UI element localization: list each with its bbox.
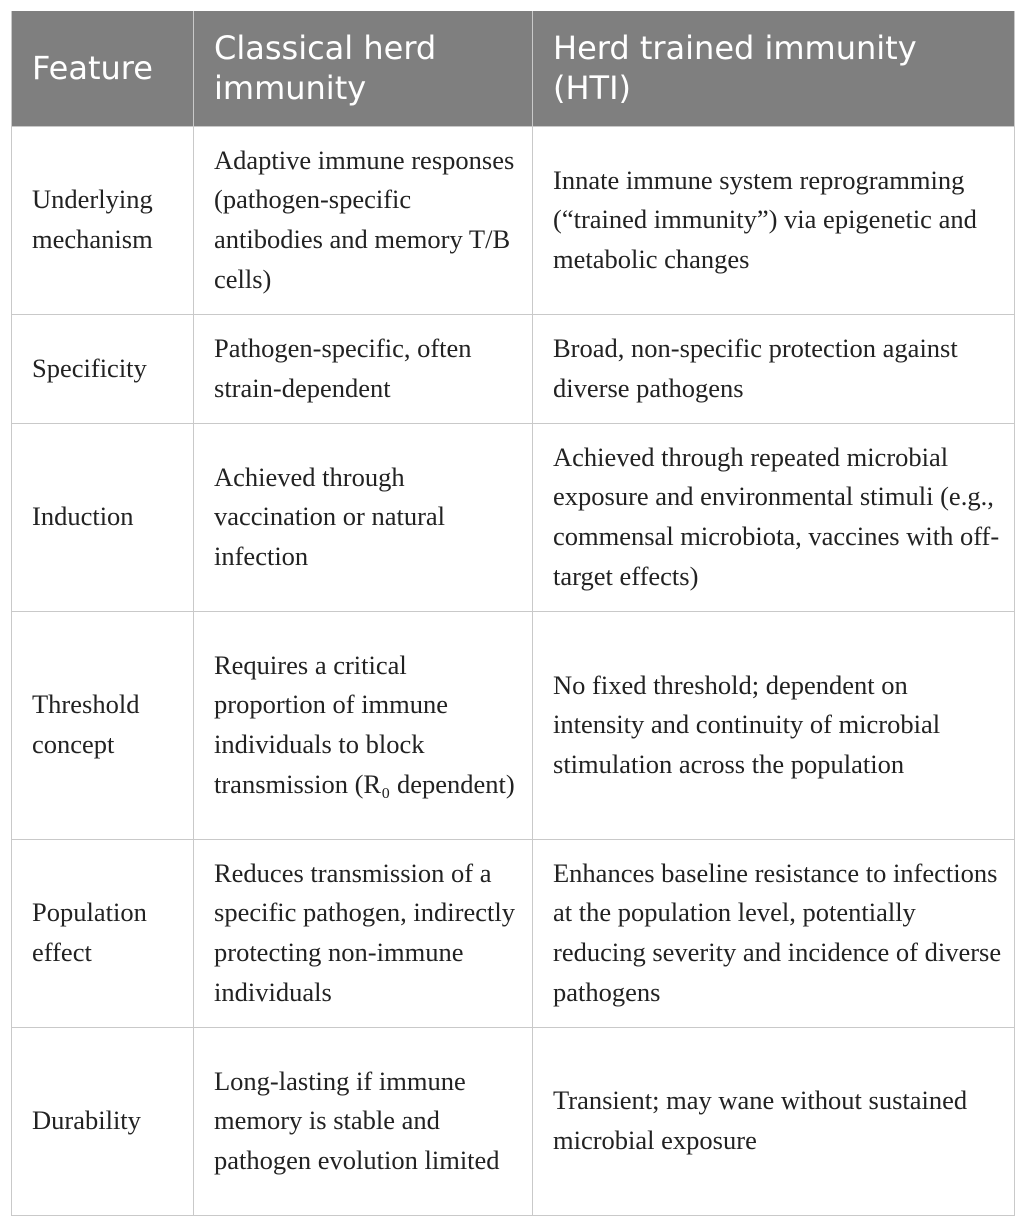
feature-cell: Durability [12, 1027, 194, 1215]
classical-cell: Reduces transmission of a specific pathogen, indirectly protecting non-immune individuals [194, 839, 533, 1027]
classical-cell: Pathogen-specific, often strain-dependent [194, 314, 533, 423]
feature-cell: Specificity [12, 314, 194, 423]
table-row [12, 423, 1015, 611]
classical-cell: Adaptive immune responses (pathogen-specific antibodies and memory T/B cells) [194, 126, 533, 314]
classical-cell: Achieved through vaccination or natural infection [194, 423, 533, 611]
comparison-table [11, 11, 1015, 1216]
classical-cell: Long-lasting if immune memory is stable and pathogen evolution limited [194, 1027, 533, 1215]
header-row [12, 11, 1015, 126]
hti-cell: Achieved through repeated microbial exposure and environmental stimuli (e.g., commensal microbiota, vaccines with off-target effects) [533, 423, 1015, 611]
feature-cell: Induction [12, 423, 194, 611]
comparison-table-container [11, 11, 1014, 1216]
hti-cell: Innate immune system reprogramming (“trained immunity”) via epigenetic and metabolic changes [533, 126, 1015, 314]
header-hti: Herd trained immunity (HTI) [533, 11, 1015, 126]
feature-cell: Threshold concept [12, 611, 194, 839]
header-classical: Classical herd immunity [194, 11, 533, 126]
table-row [12, 839, 1015, 1027]
hti-cell: Broad, non-specific protection against diverse pathogens [533, 314, 1015, 423]
hti-cell: Enhances baseline resistance to infections at the population level, potentially reducing severity and incidence of diverse pathogens [533, 839, 1015, 1027]
feature-cell: Population effect [12, 839, 194, 1027]
table-row [12, 314, 1015, 423]
table-row [12, 126, 1015, 314]
header-feature: Feature [12, 11, 194, 126]
classical-cell: Requires a critical proportion of immune individuals to block transmission (R₀ dependent) [194, 611, 533, 839]
table-row [12, 1027, 1015, 1215]
hti-cell: No fixed threshold; dependent on intensity and continuity of microbial stimulation across the population [533, 611, 1015, 839]
feature-cell: Underlying mechanism [12, 126, 194, 314]
hti-cell: Transient; may wane without sustained microbial exposure [533, 1027, 1015, 1215]
table-row [12, 611, 1015, 839]
